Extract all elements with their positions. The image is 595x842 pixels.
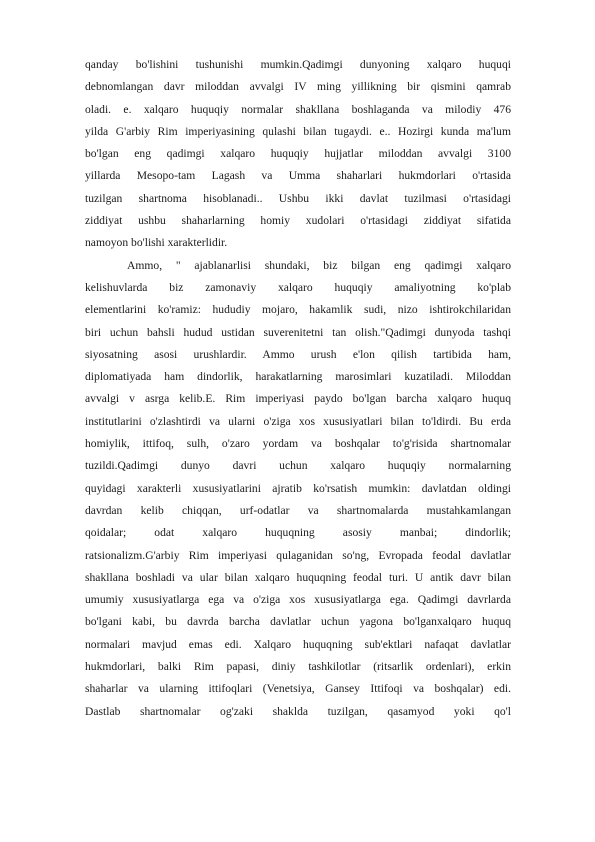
document-page	[85, 54, 511, 723]
text-line: qoidalar; odat xalqaro huquqning asosiy manbai; dindorlik;	[85, 526, 511, 540]
text-line: Ammo, " ajablanarlisi shundaki, biz bilgan eng qadimgi xalqaro	[127, 258, 511, 272]
text-line: bo'lgani kabi, bu davrda barcha davlatlar uchun yagona bo'lganxalqaro huquq	[85, 615, 511, 629]
text-line: ratsionalizm.G'arbiy Rim imperiyasi qulaganidan so'ng, Evropada feodal davlatlar	[85, 548, 511, 562]
paragraph-ancient-international-law	[85, 54, 511, 255]
text-line: avvalgi v asrga kelib.E. Rim imperiyasi paydo bo'lgan barcha xalqaro huquq	[85, 392, 511, 406]
text-line: hukmdorlari, balki Rim papasi, diniy tashkilotlar (ritsarlik ordenlari), erkin	[85, 660, 511, 674]
text-line: umumiy xususiyatlarga ega va o'ziga xos xususiyatlarga ega. Qadimgi davrlarda	[85, 593, 511, 607]
text-line: homiylik, ittifoq, sulh, o'zaro yordam va boshqalar to'g'risida shartnomalar	[85, 437, 511, 451]
text-line: tuzilgan shartnoma hisoblanadi.. Ushbu ikki davlat tuzilmasi o'rtasidagi	[85, 191, 511, 205]
text-line: debnomlangan davr miloddan avvalgi IV ming yillikning bir qismini qamrab	[85, 80, 511, 94]
text-line: namoyon bo'lishi xarakterlidir.	[85, 236, 228, 250]
text-line: biri uchun bahsli hudud ustidan suverenitetni tan olish."Qadimgi dunyoda tashqi	[85, 325, 511, 339]
text-line: siyosatning asosi urushlardir. Ammo urush e'lon qilish tartibida ham,	[85, 347, 511, 361]
text-line: normalari mavjud emas edi. Xalqaro huquqning sub'ektlari nafaqat davlatlar	[85, 637, 511, 651]
text-line: Dastlab shartnomalar og'zaki shaklda tuzilgan, qasamyod yoki qo'l	[85, 704, 511, 718]
text-line: ziddiyat ushbu shaharlarning homiy xudolari o'rtasidagi ziddiyat sifatida	[85, 214, 511, 228]
text-line: diplomatiyada ham dindorlik, harakatlarning marosimlari kuzatiladi. Miloddan	[85, 370, 511, 384]
text-line: kelishuvlarda biz zamonaviy xalqaro huquqiy amaliyotning ko'plab	[85, 280, 511, 294]
text-line: oladi. e. xalqaro huquqiy normalar shakllana boshlaganda va milodiy 476	[85, 102, 511, 116]
text-line: bo'lgan eng qadimgi xalqaro huquqiy hujjatlar miloddan avvalgi 3100	[85, 147, 511, 161]
paragraph-oldest-agreements	[85, 255, 511, 723]
text-line: yillarda Mesopo-tam Lagash va Umma shaharlari hukmdorlari o'rtasida	[85, 169, 511, 183]
text-line: tuzildi.Qadimgi dunyo davri uchun xalqaro huquqiy normalarning	[85, 459, 511, 473]
text-line: davrdan kelib chiqqan, urf-odatlar va shartnomalarda mustahkamlangan	[85, 503, 511, 517]
text-line: yilda G'arbiy Rim imperiyasining qulashi bilan tugaydi. e.. Hozirgi kunda ma'lum	[85, 124, 511, 138]
text-line: shakllana boshladi va ular bilan xalqaro huquqning feodal turi. U antik davr bilan	[85, 570, 511, 584]
text-line: shaharlar va ularning ittifoqlari (Venetsiya, Gansey Ittifoqi va boshqalar) edi.	[85, 682, 511, 696]
text-line: institutlarini o'zlashtirdi va ularni o'ziga xos xususiyatlari bilan to'ldirdi. Bu erda	[85, 414, 511, 428]
text-line: quyidagi xarakterli xususiyatlarini ajratib ko'rsatish mumkin: davlatdan oldingi	[85, 481, 511, 495]
text-line: elementlarini ko'ramiz: hududiy mojaro, hakamlik sudi, nizo ishtirokchilaridan	[85, 303, 511, 317]
text-line: qanday bo'lishini tushunishi mumkin.Qadimgi dunyoning xalqaro huquqi	[85, 58, 511, 71]
